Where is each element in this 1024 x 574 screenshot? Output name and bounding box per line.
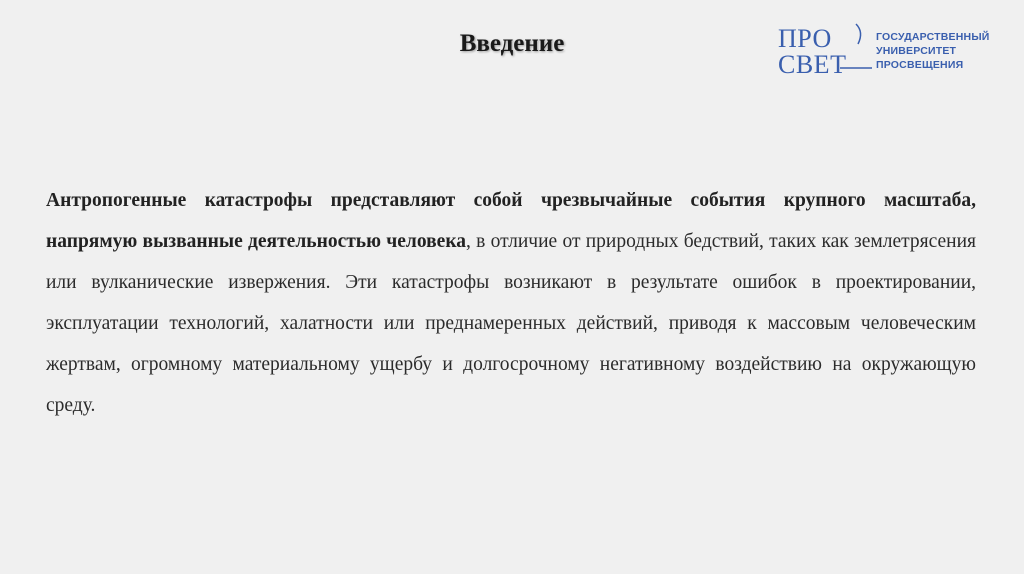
logo-mark-top: ПРО xyxy=(778,24,832,53)
logo-caption-line-3: ПРОСВЕЩЕНИЯ xyxy=(876,59,964,71)
intro-paragraph-regular: , в отличие от природных бедствий, таких как землетрясения или вулканические извержения. Эти катастрофы возникают в результате ошибок в проектировании, эксплуатации технологий, халатности или преднамеренных действий, приводя к массовым человеческим жертвам, огромному материальному ущербу и долгосрочному негативному воздействию на окружающую среду. xyxy=(46,231,976,416)
university-logo xyxy=(778,22,990,80)
intro-paragraph-bold: Антропогенные катастрофы представляют собой чрезвычайные события крупного масштаба, напрямую вызванные деятельностью человека xyxy=(46,190,976,252)
prosvet-logo-mark xyxy=(778,22,874,80)
logo-caption xyxy=(876,30,990,72)
slide-title: Введение xyxy=(459,30,565,57)
logo-caption-line-1: ГОСУДАРСТВЕННЫЙ xyxy=(876,31,990,43)
logo-mark-bottom: СВЕТ xyxy=(778,50,847,79)
intro-paragraph xyxy=(46,180,976,426)
logo-caption-line-2: УНИВЕРСИТЕТ xyxy=(876,45,957,57)
